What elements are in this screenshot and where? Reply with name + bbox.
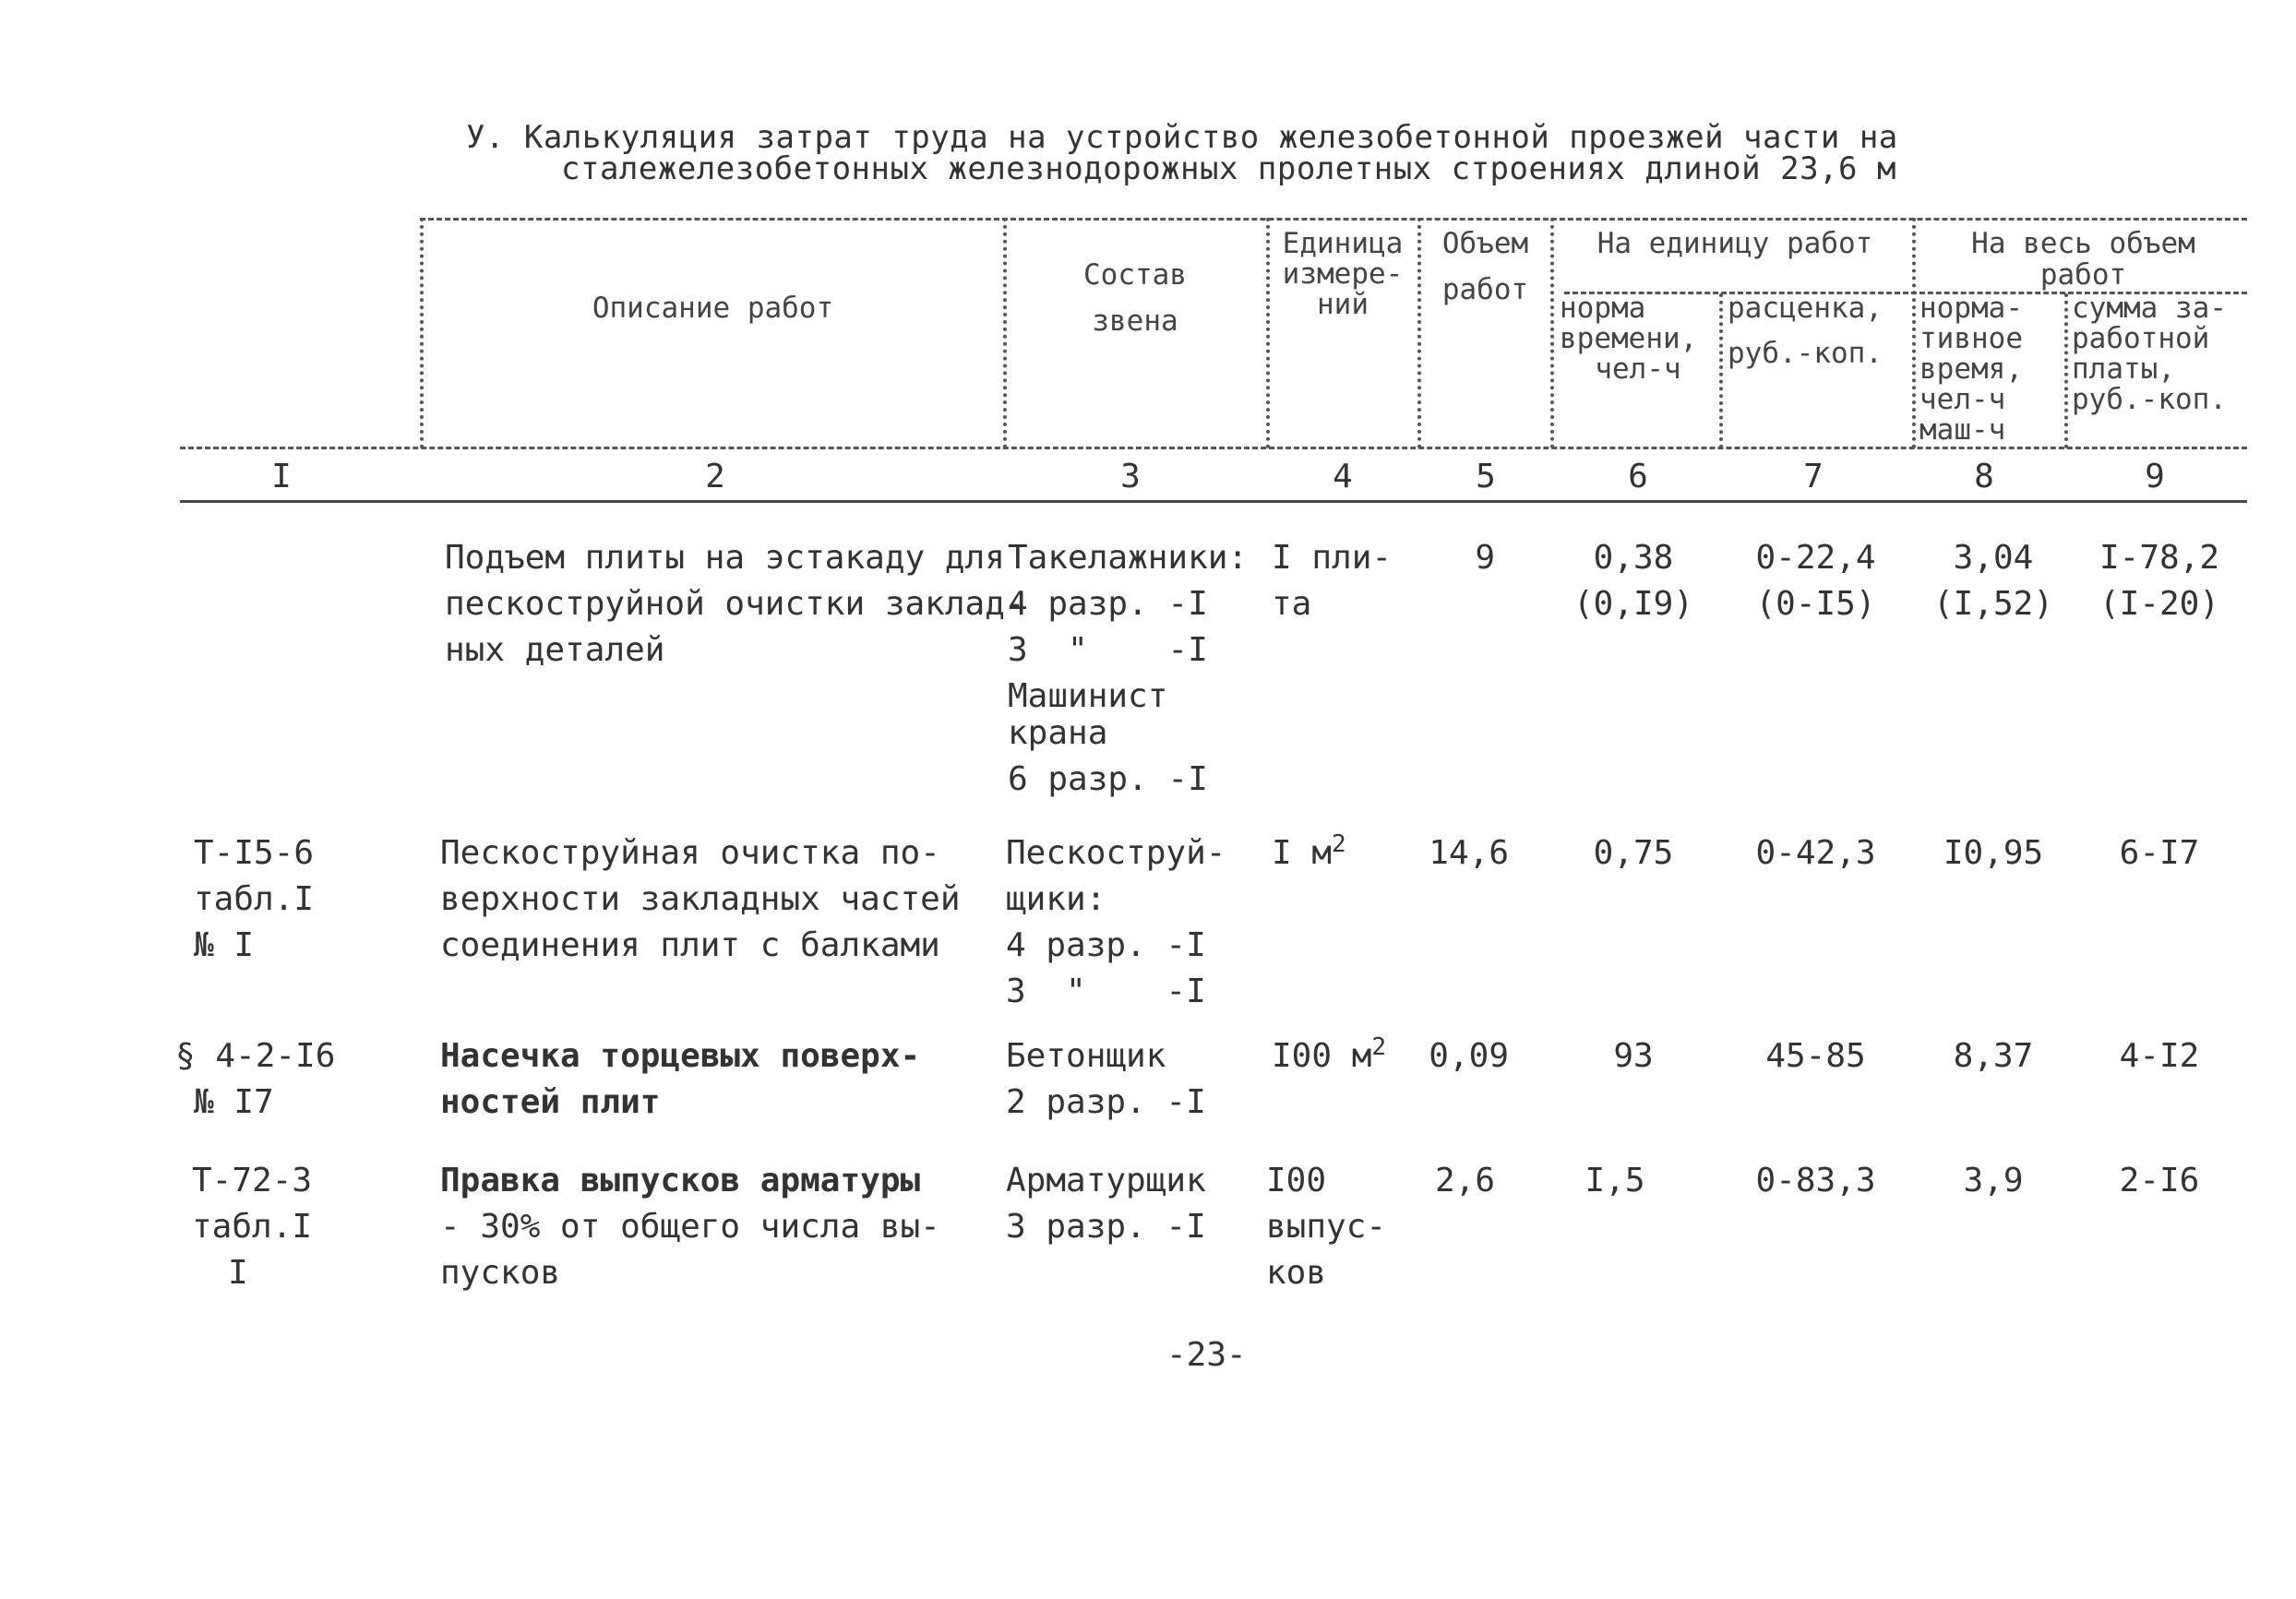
code-line: Т-I5-6	[194, 834, 315, 872]
unit-cell	[1272, 830, 1346, 877]
header-col6-l2: времени,	[1560, 322, 1698, 355]
code-line: I	[228, 1254, 248, 1292]
unit-line: ков	[1266, 1254, 1327, 1292]
unit-line: I м	[1272, 834, 1333, 872]
code-line: № I	[194, 926, 255, 964]
header-col8-l1: норма-	[1919, 292, 2023, 325]
rate-value: 45-85	[1765, 1037, 1866, 1075]
description-line: Правка выпусков арматуры	[440, 1162, 921, 1199]
header-col8-l2: тивное	[1919, 322, 2023, 355]
crew-line: 4 разр. -I	[1008, 585, 1208, 623]
description-line: ностей плит	[440, 1083, 661, 1121]
header-col8-l4: чел-ч	[1919, 383, 2006, 416]
unit-line: I00	[1266, 1162, 1327, 1199]
description-line: ных деталей	[445, 631, 665, 669]
column-number-1: I	[271, 458, 292, 495]
crew-line: Пескоструй-	[1006, 834, 1226, 872]
volume-value: 9	[1475, 539, 1495, 577]
unit-line: та	[1272, 585, 1312, 623]
header-col3-l1: Состав	[1083, 258, 1187, 292]
code-line: № I7	[194, 1083, 274, 1121]
header-col6-l3: чел-ч	[1595, 352, 1681, 386]
header-col9-l2: работной	[2072, 322, 2210, 355]
header-col8-l5: маш-ч	[1919, 413, 2006, 447]
description-line: соединения плит с балками	[440, 926, 940, 964]
unit-line: выпус-	[1266, 1208, 1387, 1246]
vsep-8	[2064, 293, 2068, 448]
unit-superscript: 2	[1332, 830, 1346, 858]
crew-line: щики:	[1006, 880, 1106, 918]
column-number-2: 2	[705, 458, 725, 495]
title-line-2: сталежелезобетонных железнодорожных пролетных строениях длиной 23,6 м	[561, 150, 1896, 187]
rate-value-machine: (0-I5)	[1755, 585, 1876, 623]
total-time-value: 8,37	[1953, 1037, 2034, 1075]
crew-line: крана	[1008, 714, 1108, 752]
header-group-total-l1: На весь объем	[1971, 227, 2195, 260]
column-number-5: 5	[1476, 458, 1496, 495]
vsep-7	[1912, 218, 1916, 448]
header-top-rule	[420, 218, 2247, 221]
total-time-value: I0,95	[1943, 834, 2044, 872]
volume-value: 2,6	[1434, 1162, 1495, 1199]
norm-value: I,5	[1584, 1162, 1645, 1199]
header-col4-l3: ний	[1317, 288, 1369, 321]
header-col6-l1: норма	[1560, 292, 1646, 325]
column-number-8: 8	[1974, 458, 1994, 495]
header-col7-l1: расценка,	[1728, 292, 1883, 325]
vsep-3	[1266, 218, 1270, 448]
crew-line: 3 разр. -I	[1006, 1208, 1206, 1246]
volume-value: 0,09	[1429, 1037, 1509, 1075]
unit-line: I00 м	[1272, 1037, 1372, 1075]
code-line: Т-72-3	[192, 1162, 313, 1199]
header-col4-l1: Единица	[1282, 227, 1404, 260]
header-col5-l2: работ	[1441, 273, 1529, 306]
total-pay-value: I-78,2	[2099, 539, 2220, 577]
crew-line: Машинист	[1008, 677, 1168, 715]
vsep-2	[1003, 218, 1007, 448]
norm-value: 0,75	[1593, 834, 1674, 872]
column-number-3: 3	[1120, 458, 1141, 495]
header-bottom-rule	[180, 447, 2247, 449]
description-line: Насечка торцевых поверх-	[440, 1037, 921, 1075]
code-line: § 4-2-I6	[175, 1037, 336, 1075]
crew-line: 3 " -I	[1008, 631, 1208, 669]
column-number-9: 9	[2145, 458, 2165, 495]
unit-line: I пли-	[1272, 539, 1393, 577]
column-number-6: 6	[1628, 458, 1648, 495]
crew-line: Арматурщик	[1006, 1162, 1206, 1199]
header-group-total-l2: работ	[2039, 258, 2127, 292]
description-line: верхности закладных частей	[440, 880, 961, 918]
volume-value: 14,6	[1429, 834, 1509, 872]
norm-value-machine: (0,I9)	[1573, 585, 1694, 623]
header-group-per-unit: На единицу работ	[1596, 227, 1873, 260]
crew-line: 2 разр. -I	[1006, 1083, 1206, 1121]
crew-line: 4 разр. -I	[1006, 926, 1206, 964]
vsep-6	[1719, 293, 1723, 448]
description-line: Подъем плиты на эстакаду для	[445, 539, 1005, 577]
crew-line: Бетонщик	[1006, 1037, 1166, 1075]
header-col9-l3: платы,	[2072, 352, 2175, 386]
rate-value: 0-22,4	[1755, 539, 1876, 577]
total-time-value-machine: (I,52)	[1932, 585, 2054, 623]
header-col2: Описание работ	[592, 292, 834, 325]
description-line: Пескоструйная очистка по-	[440, 834, 940, 872]
header-col8-l3: время,	[1919, 352, 2023, 386]
description-line: пусков	[440, 1254, 561, 1292]
rate-value: 0-42,3	[1755, 834, 1876, 872]
code-line: табл.I	[194, 880, 315, 918]
unit-superscript: 2	[1371, 1033, 1387, 1061]
crew-line: 6 разр. -I	[1008, 760, 1208, 798]
header-col5-l1: Объем	[1441, 227, 1529, 260]
description-line: - 30% от общего числа вы-	[440, 1208, 940, 1246]
column-number-4: 4	[1333, 458, 1353, 495]
total-time-value: 3,04	[1953, 539, 2034, 577]
column-numbers-rule	[180, 500, 2247, 503]
total-pay-value: 4-I2	[2119, 1037, 2200, 1075]
code-line: табл.I	[192, 1208, 313, 1246]
column-number-7: 7	[1803, 458, 1824, 495]
header-col3-l2: звена	[1092, 304, 1178, 338]
total-pay-value: 6-I7	[2119, 834, 2200, 872]
total-pay-value-machine: (I-20)	[2099, 585, 2220, 623]
norm-value: 93	[1613, 1037, 1654, 1075]
vsep-4	[1417, 218, 1421, 448]
header-col9-l1: сумма за-	[2072, 292, 2227, 325]
crew-line: Такелажники:	[1008, 539, 1249, 577]
crew-line: 3 " -I	[1006, 973, 1206, 1010]
page-number: -23-	[1166, 1336, 1247, 1374]
unit-cell	[1272, 1033, 1386, 1080]
total-pay-value: 2-I6	[2119, 1162, 2200, 1199]
header-col9-l4: руб.-коп.	[2072, 383, 2227, 416]
norm-value: 0,38	[1593, 539, 1674, 577]
total-time-value: 3,9	[1963, 1162, 2024, 1199]
header-col7-l2: руб.-коп.	[1728, 337, 1883, 370]
vsep-1	[420, 218, 424, 448]
rate-value: 0-83,3	[1755, 1162, 1876, 1199]
vsep-5	[1550, 218, 1554, 448]
description-line: пескоструйной очистки заклад-	[445, 585, 1025, 623]
title-line-1: У. Калькуляция затрат труда на устройство железобетонной проезжей части на	[466, 119, 1898, 156]
header-col4-l2: измере-	[1282, 257, 1404, 291]
